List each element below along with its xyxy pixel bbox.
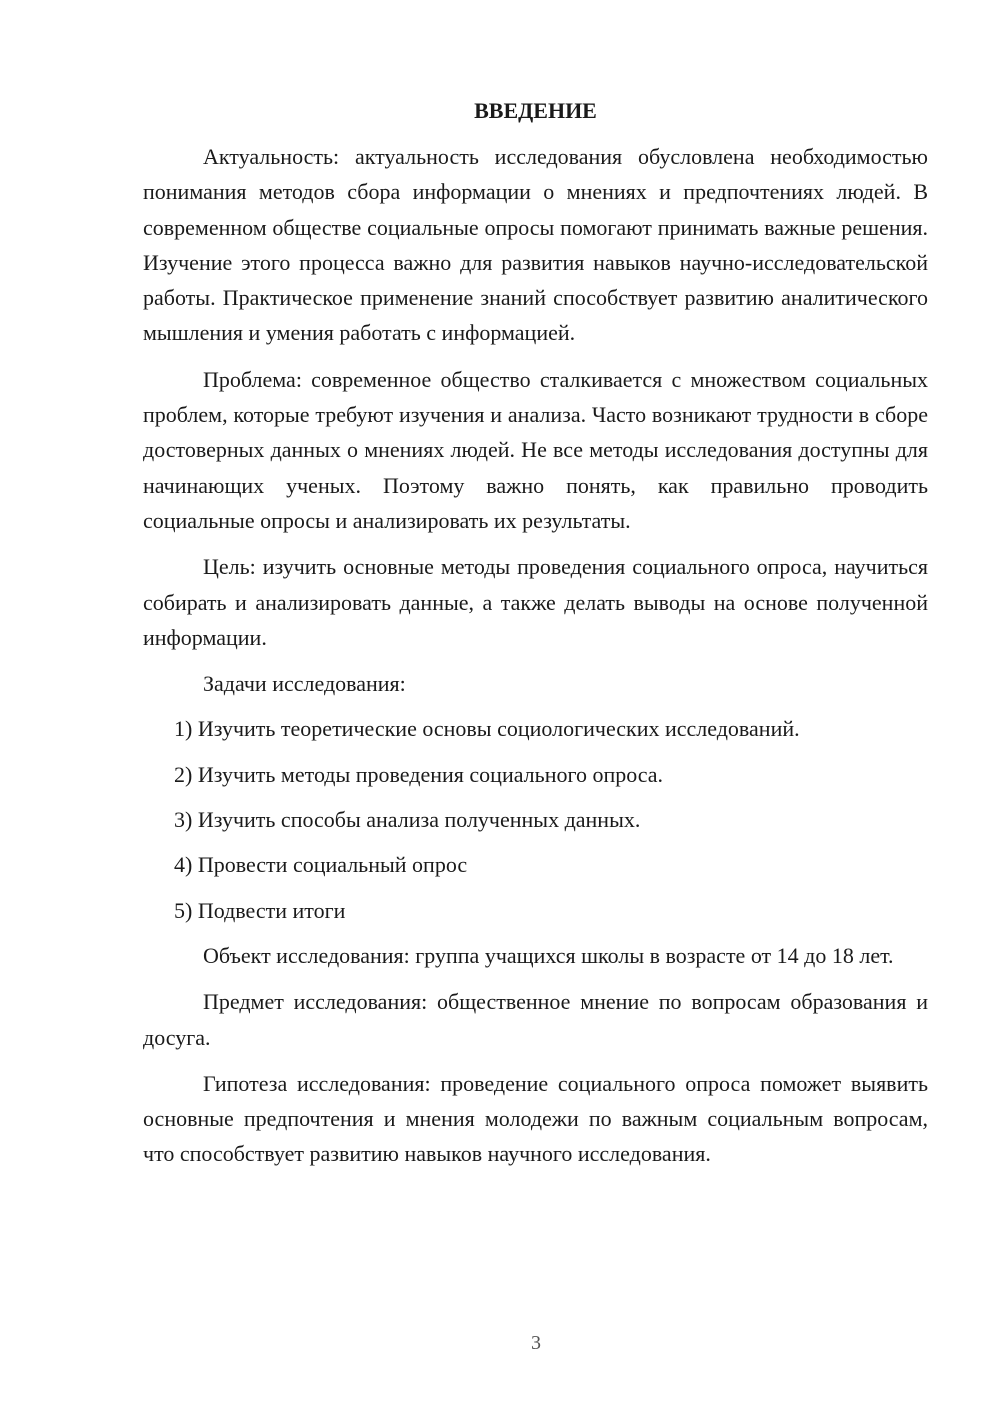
paragraph-goal: Цель: изучить основные методы проведения социального опроса, научиться собирать и анализировать данные, а также делать выводы на основе полученной информации.: [143, 554, 928, 650]
list-item: 4) Провести социальный опрос: [174, 852, 468, 878]
paragraph-hypothesis: Гипотеза исследования: проведение социального опроса поможет выявить основные предпочтения и мнения молодежи по важным социальным вопросам, что способствует развитию навыков научного исследования.: [143, 1070, 928, 1167]
paragraph-relevance: Актуальность: актуальность исследования обусловлена необходимостью понимания методов сбора информации о мнениях и предпочтениях людей. В современном обществе социальные опросы помогают принимать важные решения. Изучение этого процесса важно для развития навыков научно-исследовательской работы. Практическое применение знаний способствует развитию аналитического мышления и умения работать с информацией.: [143, 144, 928, 346]
page-number: 3: [531, 1332, 541, 1354]
list-item: 5) Подвести итоги: [174, 897, 346, 923]
paragraph-problem: Проблема: современное общество сталкивается с множеством социальных проблем, которые требуют изучения и анализа. Часто возникают трудности в сборе достоверных данных о мнениях людей. Не все методы исследования доступны для начинающих ученых. Поэтому важно понять, как правильно проводить социальные опросы и анализировать их результаты.: [143, 366, 928, 533]
section-title: ВВЕДЕНИЕ: [474, 98, 597, 123]
task-list: [143, 711, 928, 927]
document-page: [143, 96, 928, 1183]
list-item: 3) Изучить способы анализа полученных данных.: [174, 807, 641, 833]
tasks-heading: Задачи исследования:: [203, 671, 406, 697]
paragraph-subject: Предмет исследования: общественное мнение по вопросам образования и досуга.: [143, 989, 928, 1050]
paragraph-object: Объект исследования: группа учащихся школы в возрасте от 14 до 18 лет.: [203, 942, 894, 968]
list-item: 2) Изучить методы проведения социального опроса.: [174, 761, 664, 787]
list-item: 1) Изучить теоретические основы социологических исследований.: [174, 716, 800, 742]
